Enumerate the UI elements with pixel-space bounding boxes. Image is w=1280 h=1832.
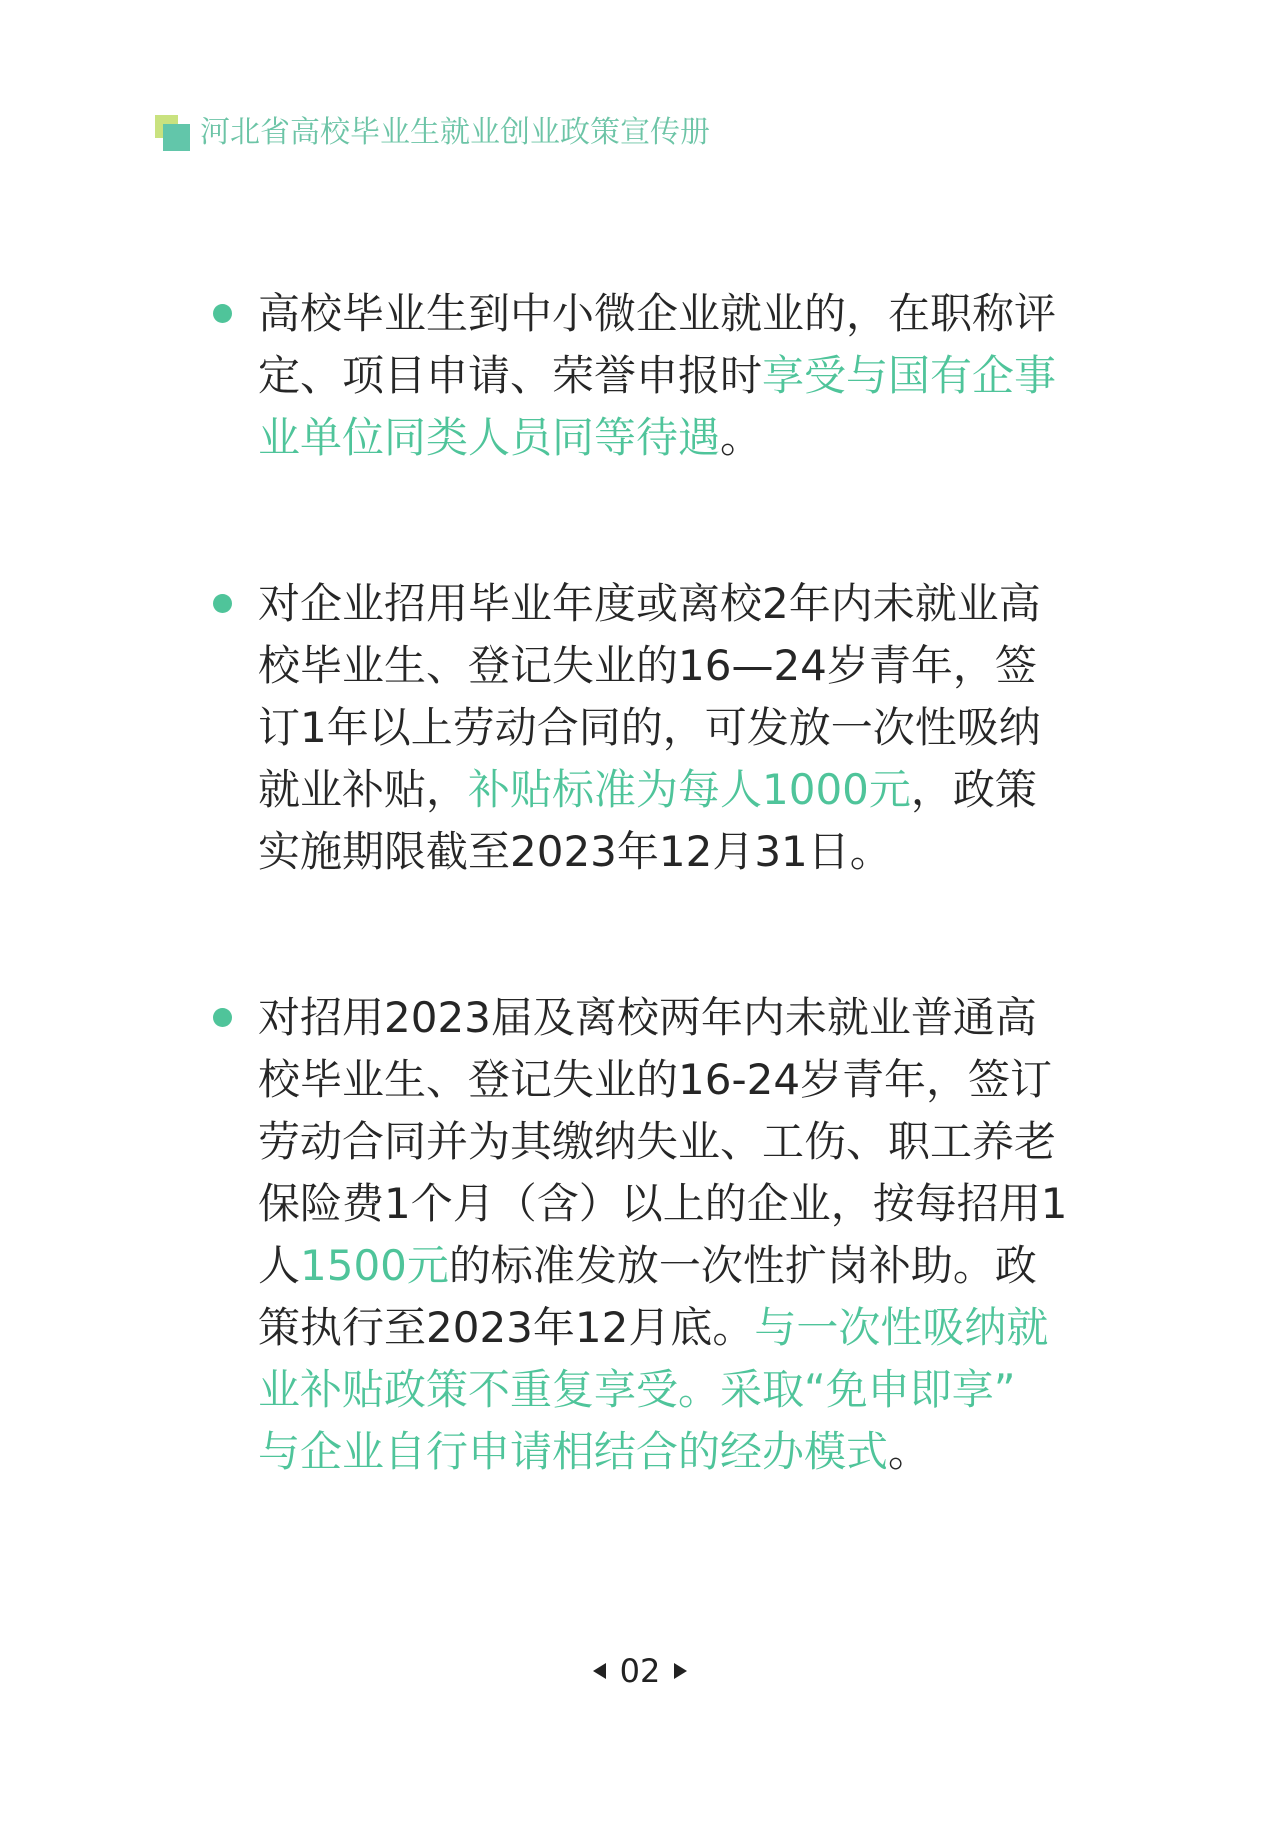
brochure-logo-icon bbox=[155, 115, 191, 151]
body-text: 人 bbox=[258, 1241, 301, 1290]
highlighted-text: 业单位同类人员同等待遇 bbox=[258, 413, 721, 462]
body-text: 。 bbox=[720, 413, 763, 462]
policy-text bbox=[258, 573, 1041, 883]
text-line bbox=[258, 345, 1056, 407]
highlighted-text: 与一次性吸纳就 bbox=[754, 1303, 1049, 1352]
policy-text bbox=[258, 987, 1067, 1483]
right-triangle-icon bbox=[674, 1663, 687, 1679]
body-text: 劳动合同并为其缴纳失业、工伤、职工养老 bbox=[258, 1117, 1057, 1166]
bullet-dot-icon bbox=[213, 304, 232, 323]
body-text: 就业补贴， bbox=[258, 765, 469, 814]
body-text: 。 bbox=[888, 1427, 931, 1476]
bullet-dot-icon bbox=[213, 1008, 232, 1027]
text-line bbox=[258, 1049, 1067, 1111]
text-line bbox=[258, 821, 1041, 883]
text-line bbox=[258, 635, 1041, 697]
text-line bbox=[258, 573, 1041, 635]
body-text: 对招用2023届及离校两年内未就业普通高 bbox=[258, 993, 1037, 1042]
body-text: 实施期限截至2023年12月31日。 bbox=[258, 827, 892, 876]
body-text: 保险费1个月（含）以上的企业，按每招用1 bbox=[258, 1179, 1068, 1228]
text-line bbox=[258, 283, 1056, 345]
text-line bbox=[258, 1111, 1067, 1173]
highlighted-text: 业补贴政策不重复享受。采取“免申即享” bbox=[258, 1365, 1016, 1414]
text-line bbox=[258, 1235, 1067, 1297]
body-text: 校毕业生、登记失业的16—24岁青年，签 bbox=[258, 641, 1037, 690]
page-number: 02 bbox=[619, 1652, 661, 1690]
body-text: ，政策 bbox=[910, 765, 1037, 814]
text-line bbox=[258, 1359, 1067, 1421]
body-text: 的标准发放一次性扩岗补助。政 bbox=[448, 1241, 1037, 1290]
body-text: 对企业招用毕业年度或离校2年内未就业高 bbox=[258, 579, 1041, 628]
logo-front-square bbox=[163, 124, 190, 151]
body-text: 订1年以上劳动合同的，可发放一次性吸纳 bbox=[258, 703, 1041, 752]
text-line bbox=[258, 759, 1041, 821]
page-header bbox=[155, 112, 710, 154]
body-text: 策执行至2023年12月底。 bbox=[258, 1303, 755, 1352]
page-footer bbox=[0, 1650, 1280, 1692]
text-line bbox=[258, 1297, 1067, 1359]
body-text: 高校毕业生到中小微企业就业的，在职称评 bbox=[258, 289, 1057, 338]
highlighted-text: 与企业自行申请相结合的经办模式 bbox=[258, 1427, 889, 1476]
text-line bbox=[258, 1421, 1067, 1483]
text-line bbox=[258, 1173, 1067, 1235]
brochure-title: 河北省高校毕业生就业创业政策宣传册 bbox=[200, 115, 710, 150]
text-line bbox=[258, 407, 1056, 469]
body-text: 定、项目申请、荣誉申报时 bbox=[258, 351, 763, 400]
text-line bbox=[258, 987, 1067, 1049]
highlighted-text: 享受与国有企事 bbox=[762, 351, 1057, 400]
body-text: 校毕业生、登记失业的16-24岁青年，签订 bbox=[258, 1055, 1053, 1104]
text-line bbox=[258, 697, 1041, 759]
highlighted-text: 1500元 bbox=[300, 1241, 449, 1290]
highlighted-text: 补贴标准为每人1000元 bbox=[468, 765, 911, 814]
policy-text bbox=[258, 283, 1056, 469]
bullet-dot-icon bbox=[213, 594, 232, 613]
left-triangle-icon bbox=[593, 1663, 606, 1679]
